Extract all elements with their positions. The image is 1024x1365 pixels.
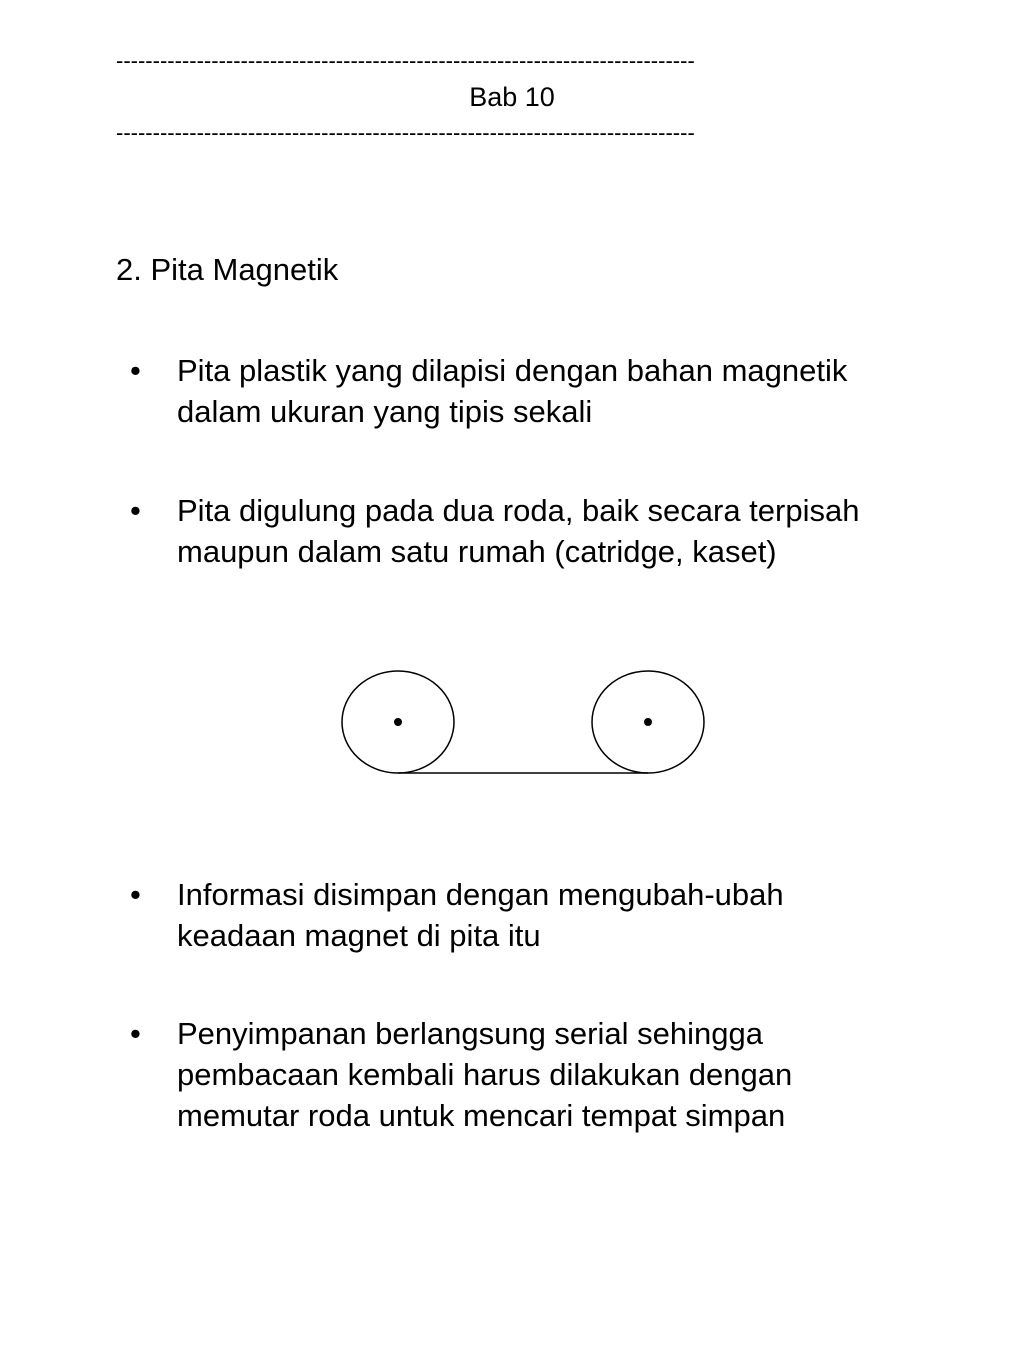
bullet-line: keadaan magnet di pita itu [177,918,541,953]
section-title: 2. Pita Magnetik [116,252,339,287]
bullet-line: Pita digulung pada dua roda, baik secara terpisah [177,493,860,528]
bullet-icon: • [130,353,141,388]
header-divider-bottom: ------------------------------------------------------------------------------- [116,122,695,144]
right-reel-hub [644,718,652,726]
bullet-icon: • [130,877,141,912]
bullet-line: memutar roda untuk mencari tempat simpan [177,1098,786,1133]
bullet-text [177,490,947,572]
bullet-line: Pita plastik yang dilapisi dengan bahan magnetik [177,353,848,388]
bullet-text [177,1013,947,1136]
left-reel-hub [394,718,402,726]
bullet-icon: • [130,493,141,528]
bullet-text [177,350,947,432]
bullet-line: pembacaan kembali harus dilakukan dengan [177,1057,793,1092]
bullet-icon: • [130,1016,141,1051]
chapter-title: Bab 10 [469,82,555,112]
bullet-line: maupun dalam satu rumah (catridge, kaset) [177,534,777,569]
bullet-text [177,874,947,956]
tape-reel-diagram [330,660,720,790]
bullet-line: Penyimpanan berlangsung serial sehingga [177,1016,763,1051]
bullet-line: dalam ukuran yang tipis sekali [177,394,593,429]
header-divider-top: ------------------------------------------------------------------------------- [116,50,695,72]
bullet-line: Informasi disimpan dengan mengubah-ubah [177,877,784,912]
